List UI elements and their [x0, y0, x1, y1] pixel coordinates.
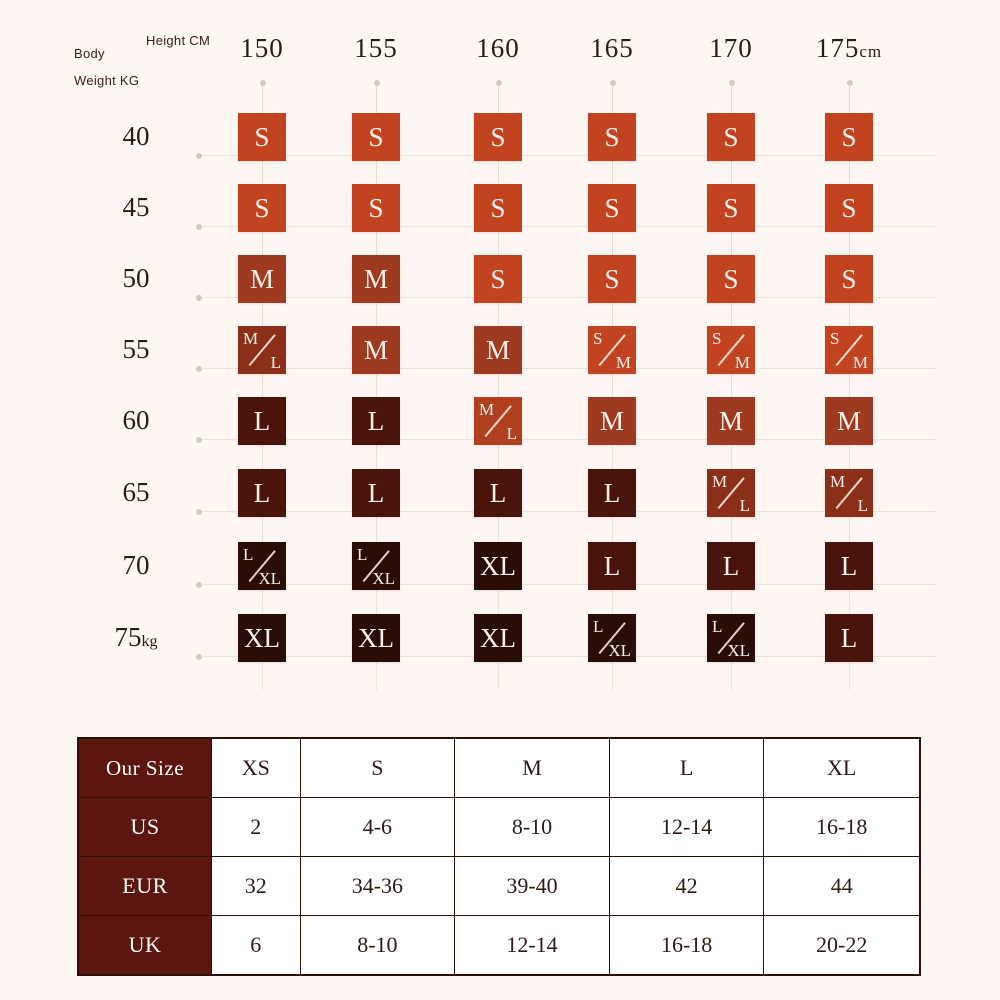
size-cell: L [588, 542, 636, 590]
body-axis-label: Body [74, 46, 105, 61]
size-cell: M [474, 326, 522, 374]
size-cell: M L [238, 326, 286, 374]
size-cell: S [352, 113, 400, 161]
grid-line-vertical [731, 80, 732, 690]
size-cell: S [707, 113, 755, 161]
our-size-header: Our Size [78, 738, 212, 798]
size-conversion-table [77, 737, 921, 976]
size-cell: S M [588, 326, 636, 374]
size-cell: S M [707, 326, 755, 374]
weight-row-header: 40 [122, 121, 150, 151]
size-cell: S [474, 113, 522, 161]
size-cell: L XL [588, 614, 636, 662]
size-cell: L [238, 397, 286, 445]
size-cell: XL [352, 614, 400, 662]
grid-line-vertical [498, 80, 499, 690]
column-header: XL [764, 738, 920, 798]
size-cell: M L [825, 469, 873, 517]
table-cell: 2 [212, 798, 301, 857]
weight-axis-label: Weight KG [74, 73, 140, 88]
grid-line-vertical [849, 80, 850, 690]
size-cell: L [352, 469, 400, 517]
size-cell: S [238, 113, 286, 161]
size-cell: L [825, 542, 873, 590]
height-column-header: 175cm [815, 33, 883, 63]
size-cell: S [238, 184, 286, 232]
table-cell: 8-10 [455, 798, 610, 857]
column-header: L [609, 738, 764, 798]
table-cell: 6 [212, 916, 301, 976]
grid-line-vertical [376, 80, 377, 690]
size-cell: L XL [238, 542, 286, 590]
size-cell: L [238, 469, 286, 517]
size-cell: XL [474, 614, 522, 662]
size-cell: S [825, 113, 873, 161]
size-cell: S [825, 255, 873, 303]
table-row [78, 916, 920, 976]
table-cell: 42 [609, 857, 764, 916]
table-header-row [78, 738, 920, 798]
height-column-header: 150 [240, 33, 284, 63]
weight-row-header: 60 [122, 405, 150, 435]
size-cell: S [474, 255, 522, 303]
table-cell: 32 [212, 857, 301, 916]
size-cell: L XL [352, 542, 400, 590]
table-cell: 16-18 [764, 798, 920, 857]
size-cell: L [825, 614, 873, 662]
size-cell: XL [238, 614, 286, 662]
grid-line-vertical [612, 80, 613, 690]
size-cell: M L [707, 469, 755, 517]
size-cell: XL [474, 542, 522, 590]
size-cell: S [352, 184, 400, 232]
size-cell: S [588, 184, 636, 232]
height-axis-label: Height CM [146, 33, 211, 48]
column-header: S [300, 738, 455, 798]
height-column-header: 155 [354, 33, 398, 63]
size-cell: S [474, 184, 522, 232]
size-cell: M [825, 397, 873, 445]
size-cell: M [588, 397, 636, 445]
size-cell: M [238, 255, 286, 303]
weight-row-header: 65 [122, 477, 150, 507]
row-label-uk: UK [78, 916, 212, 976]
table-row [78, 857, 920, 916]
size-cell: S [588, 255, 636, 303]
size-cell: S [707, 255, 755, 303]
weight-row-header: 50 [122, 263, 150, 293]
table-cell: 34-36 [300, 857, 455, 916]
height-column-header: 170 [709, 33, 753, 63]
grid-line-vertical [262, 80, 263, 690]
size-cell: S M [825, 326, 873, 374]
column-header: M [455, 738, 610, 798]
table-cell: 20-22 [764, 916, 920, 976]
height-column-header: 165 [590, 33, 634, 63]
row-label-eur: EUR [78, 857, 212, 916]
weight-row-header: 75kg [114, 622, 158, 652]
size-cell: L [352, 397, 400, 445]
table-cell: 8-10 [300, 916, 455, 976]
height-column-header: 160 [476, 33, 520, 63]
table-cell: 12-14 [609, 798, 764, 857]
size-cell: S [707, 184, 755, 232]
table-cell: 12-14 [455, 916, 610, 976]
row-label-us: US [78, 798, 212, 857]
table-cell: 39-40 [455, 857, 610, 916]
size-cell: L [474, 469, 522, 517]
size-cell: M [352, 326, 400, 374]
size-cell: M L [474, 397, 522, 445]
weight-row-header: 55 [122, 334, 150, 364]
table-cell: 44 [764, 857, 920, 916]
size-cell: L [707, 542, 755, 590]
table-row [78, 798, 920, 857]
size-cell: L [588, 469, 636, 517]
size-cell: M [352, 255, 400, 303]
column-header: XS [212, 738, 301, 798]
size-cell: S [825, 184, 873, 232]
weight-row-header: 45 [122, 192, 150, 222]
weight-row-header: 70 [122, 550, 150, 580]
size-cell: M [707, 397, 755, 445]
size-cell: S [588, 113, 636, 161]
table-cell: 16-18 [609, 916, 764, 976]
size-cell: L XL [707, 614, 755, 662]
table-cell: 4-6 [300, 798, 455, 857]
